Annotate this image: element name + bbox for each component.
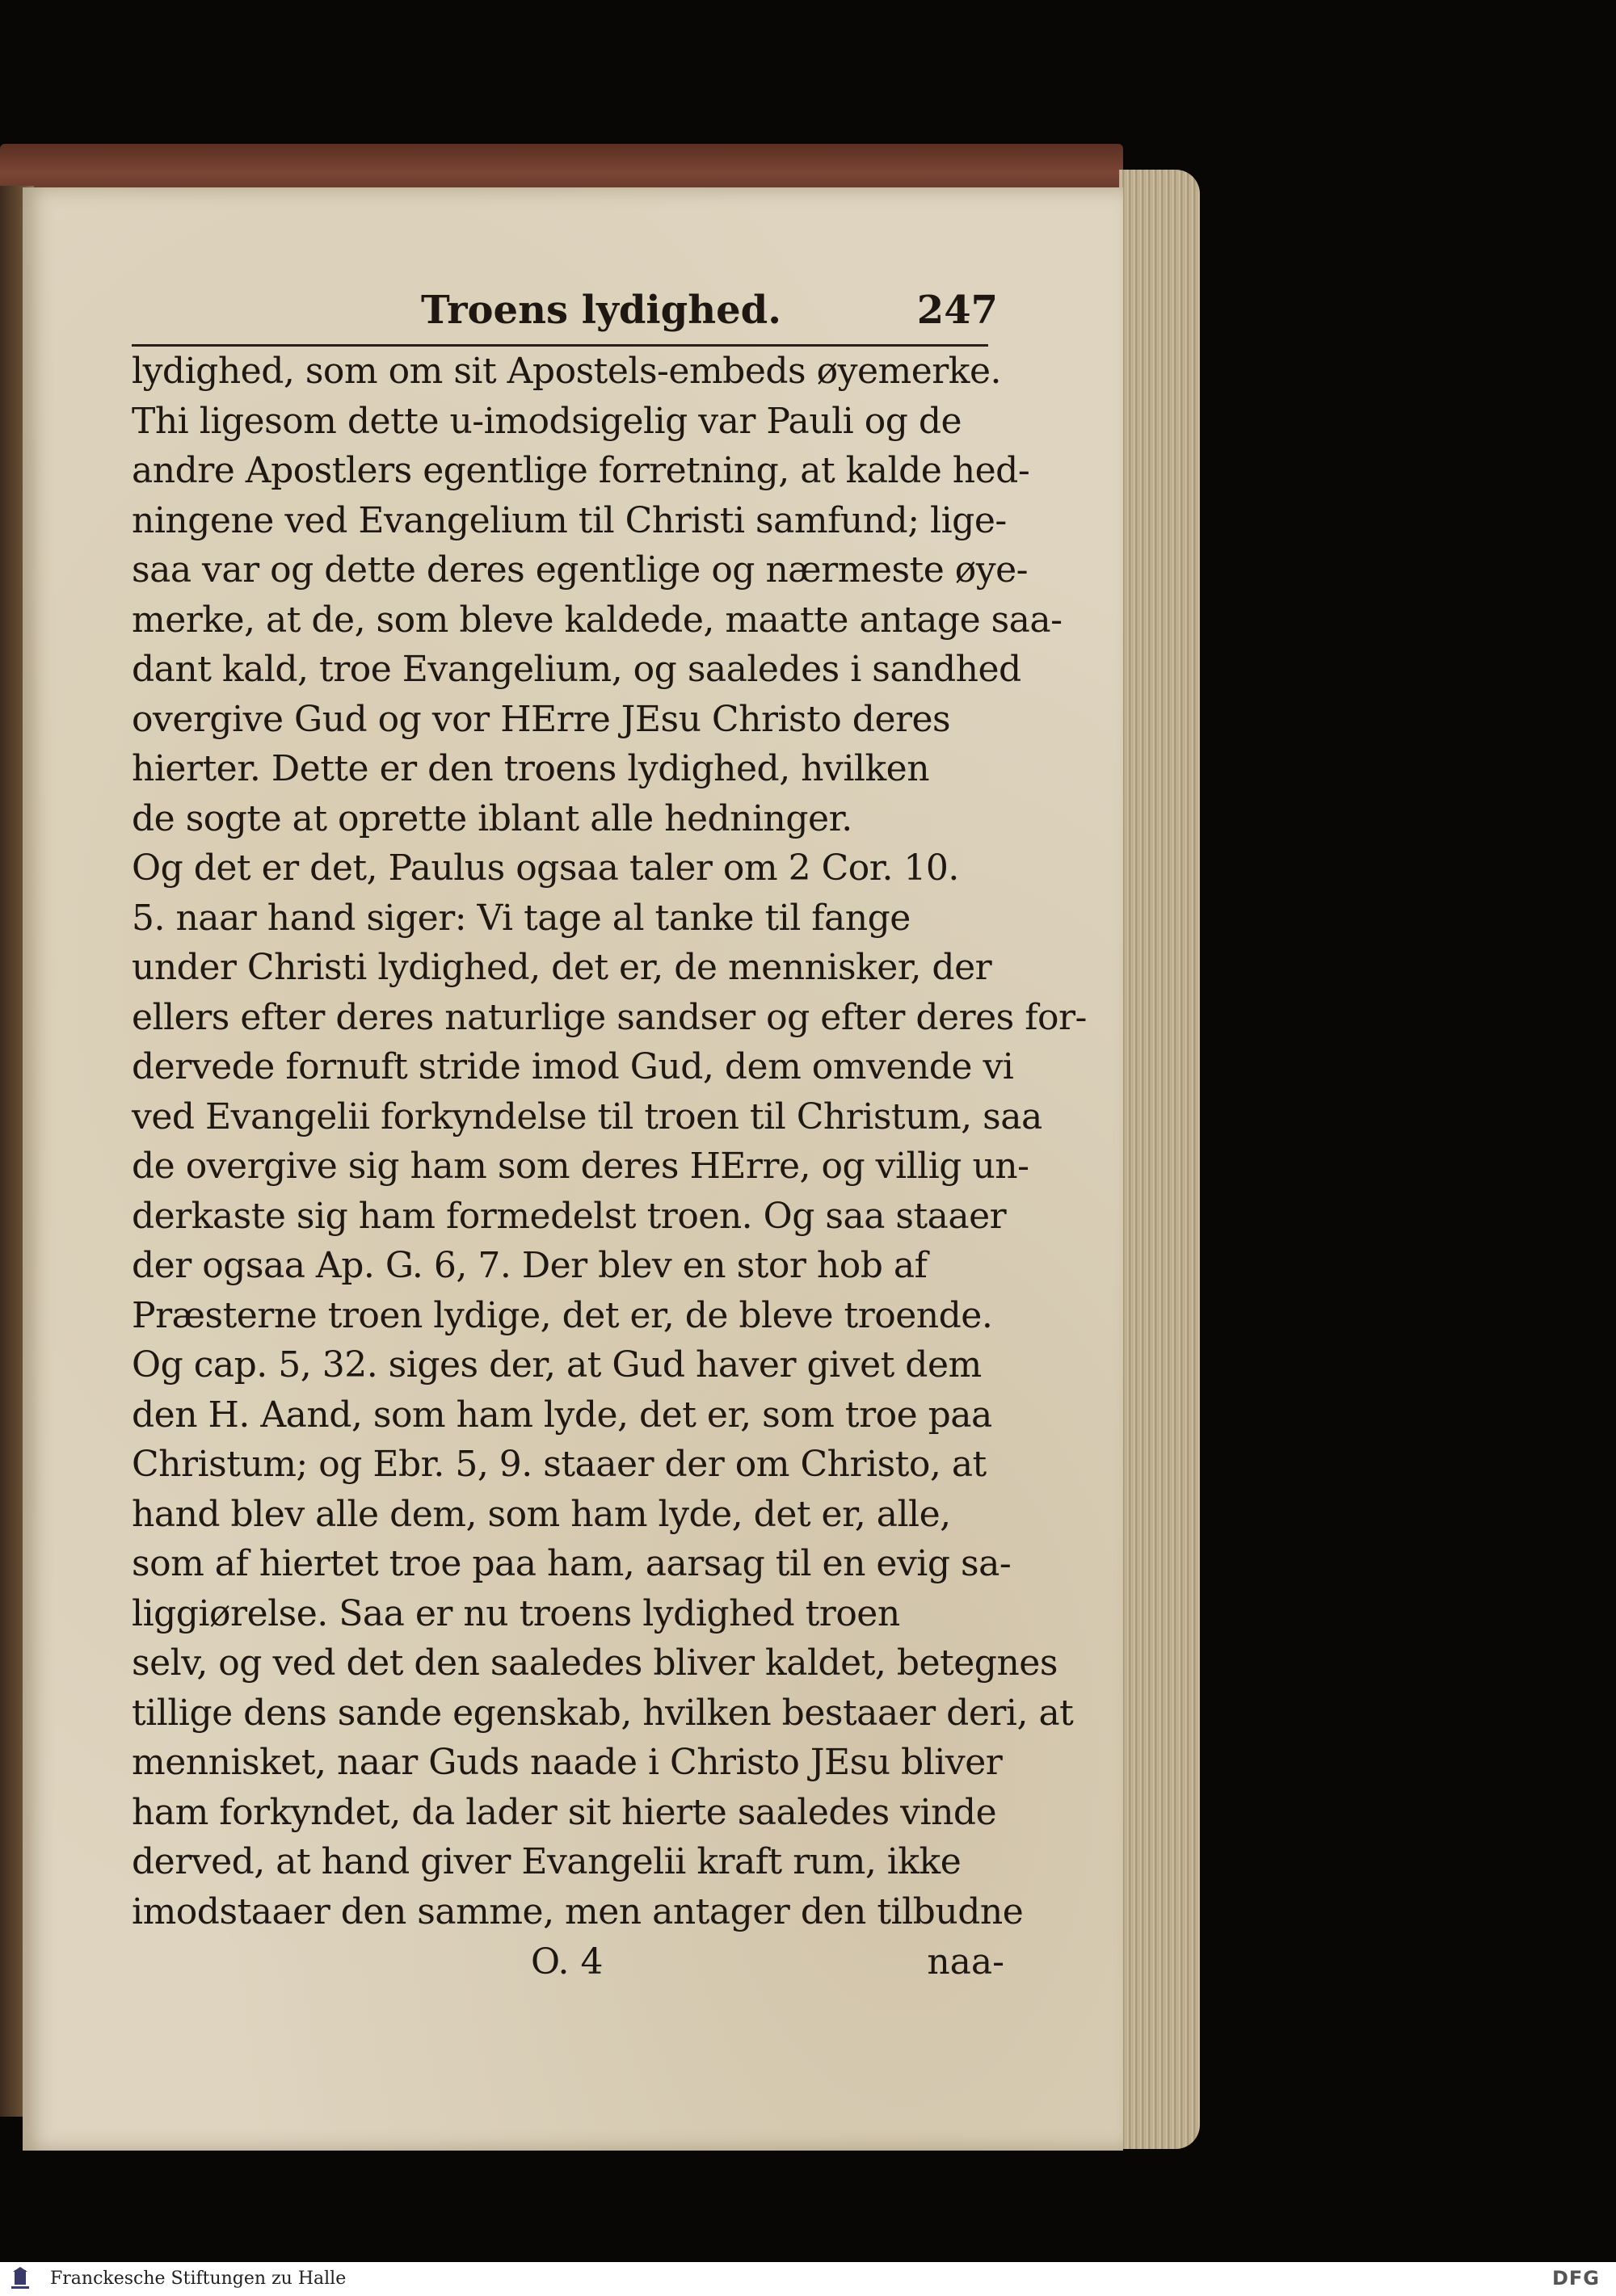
body-text bbox=[132, 347, 1087, 1936]
text-line: lydighed, som om sit Apostels-embeds øyemerke. bbox=[132, 351, 1001, 392]
text-line: overgive Gud og vor HErre JEsu Christo deres bbox=[132, 698, 951, 740]
text-line: dant kald, troe Evangelium, og saaledes i sandhed bbox=[132, 649, 1021, 690]
text-line: derkaste sig ham formedelst troen. Og saa staaer bbox=[132, 1195, 1007, 1237]
text-line: ved Evangelii forkyndelse til troen til Christum, saa bbox=[132, 1095, 1042, 1137]
text-line: 5. naar hand siger: Vi tage al tanke til fange bbox=[132, 897, 911, 939]
text-line: hand blev alle dem, som ham lyde, det er, alle, bbox=[132, 1493, 951, 1535]
text-line: andre Apostlers egentlige forretning, at kalde hed- bbox=[132, 450, 1030, 491]
text-line: ellers efter deres naturlige sandser og efter deres for- bbox=[132, 996, 1087, 1038]
text-line: selv, og ved det den saaledes bliver kaldet, betegnes bbox=[132, 1642, 1058, 1684]
text-line: liggiørelse. Saa er nu troens lydighed troen bbox=[132, 1592, 900, 1634]
text-line: merke, at de, som bleve kaldede, maatte antage saa- bbox=[132, 599, 1063, 641]
text-line: mennisket, naar Guds naade i Christo JEsu bliver bbox=[132, 1742, 1003, 1783]
page-header bbox=[132, 284, 998, 347]
signature-mark: O. 4 bbox=[531, 1941, 604, 1983]
text-line: de overgive sig ham som deres HErre, og villig un- bbox=[132, 1146, 1029, 1187]
institution-name: Franckesche Stiftungen zu Halle bbox=[50, 2269, 347, 2289]
catchword: naa- bbox=[927, 1941, 1004, 1983]
franckesche-stiftungen-logo-icon bbox=[6, 2265, 34, 2293]
text-line: Og cap. 5, 32. siges der, at Gud haver givet dem bbox=[132, 1344, 982, 1386]
text-line: Og det er det, Paulus ogsaa taler om 2 Cor. 10. bbox=[132, 847, 959, 889]
running-title: Troens lydighed. bbox=[421, 288, 781, 333]
text-line: hierter. Dette er den troens lydighed, hvilken bbox=[132, 748, 930, 789]
text-line: saa var og dette deres egentlige og nærmeste øye- bbox=[132, 549, 1028, 591]
book-page bbox=[23, 187, 1123, 2151]
text-line: ham forkyndet, da lader sit hierte saaledes vinde bbox=[132, 1791, 997, 1833]
text-line: under Christi lydighed, det er, de mennisker, der bbox=[132, 947, 992, 988]
dfg-logo: DFG bbox=[1551, 2267, 1600, 2290]
text-line: Thi ligesom dette u-imodsigelig var Pauli og de bbox=[132, 400, 962, 442]
text-line: som af hiertet troe paa ham, aarsag til en evig sa- bbox=[132, 1543, 1012, 1584]
page-number: 247 bbox=[916, 288, 998, 333]
text-line: imodstaaer den samme, men antager den tilbudne bbox=[132, 1890, 1024, 1932]
text-line: tillige dens sande egenskab, hvilken bestaaer deri, at bbox=[132, 1692, 1074, 1734]
text-line: der ogsaa Ap. G. 6, 7. Der blev en stor hob af bbox=[132, 1245, 928, 1286]
page-footer bbox=[132, 1941, 1004, 1998]
page-edges bbox=[1119, 170, 1200, 2149]
text-line: den H. Aand, som ham lyde, det er, som troe paa bbox=[132, 1394, 992, 1436]
text-line: dervede fornuft stride imod Gud, dem omvende vi bbox=[132, 1046, 1014, 1087]
page-text-block bbox=[132, 284, 1087, 1998]
text-line: derved, at hand giver Evangelii kraft rum, ikke bbox=[132, 1841, 962, 1882]
text-line: Præsterne troen lydige, det er, de bleve troende. bbox=[132, 1294, 993, 1336]
text-line: de sogte at oprette iblant alle hedninger. bbox=[132, 797, 852, 839]
text-line: Christum; og Ebr. 5, 9. staaer der om Christo, at bbox=[132, 1444, 987, 1485]
text-line: ningene ved Evangelium til Christi samfund; lige- bbox=[132, 499, 1007, 541]
